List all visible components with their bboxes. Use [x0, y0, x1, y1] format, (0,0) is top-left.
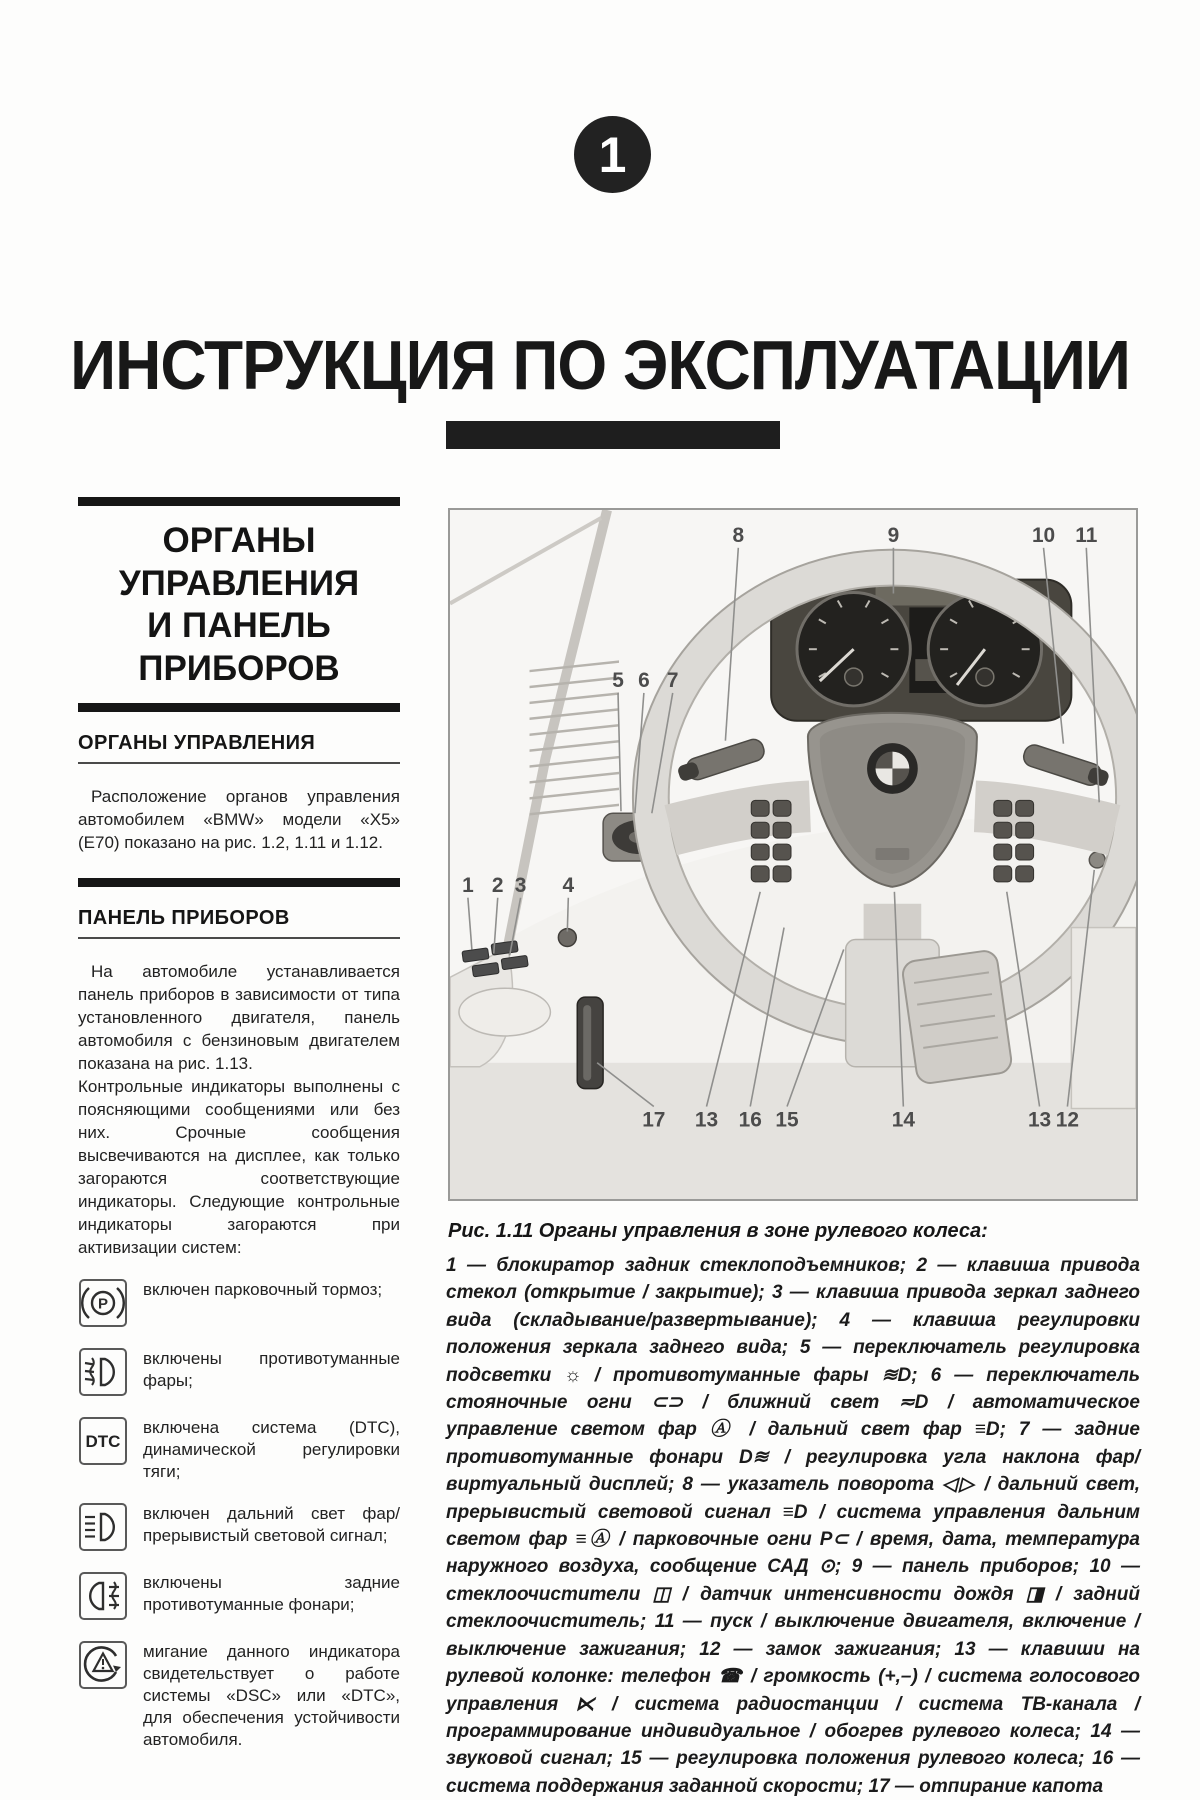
rear-fog-lights-indicator-icon	[78, 1571, 128, 1621]
parking-brake-indicator-icon	[78, 1278, 128, 1328]
left-column	[78, 497, 400, 1751]
indicator-item	[78, 1416, 400, 1483]
kick-panel	[1071, 928, 1136, 1109]
sidebar-heading-line: ПРИБОРОВ	[138, 649, 340, 689]
bmw-roundel	[866, 742, 920, 796]
divider-bar	[78, 497, 400, 506]
callout-label: 1	[462, 873, 474, 897]
svg-text:P: P	[97, 1295, 109, 1313]
controls-paragraph: Расположение органов управления автомобилем «BMW» модели «X5» (E70) показано на рис. 1.2, 1.11 и 1.12.	[78, 786, 400, 852]
indicator-item	[78, 1347, 400, 1397]
instrument-panel-paragraph-2: Контрольные индикаторы выполнены с поясняющими сообщениями или без них. Срочные сообщения высвечиваются на дисплее, как только загораются соответствующие индикаторы. Следующие контрольные индикаторы загораются при активизации систем:	[78, 1076, 400, 1257]
callout-label: 4	[562, 873, 575, 897]
callout-label: 5	[612, 668, 624, 692]
indicator-item	[78, 1502, 400, 1552]
indicator-item	[78, 1571, 400, 1621]
steering-wheel-illustration	[450, 510, 1136, 1199]
section-title-controls: ОРГАНЫ УПРАВЛЕНИЯ	[78, 731, 316, 754]
callout-label: 15	[775, 1108, 799, 1132]
figure-1-11	[448, 508, 1138, 1201]
figure-legend: 1 — блокиратор задник стеклоподъемников; 2 — клавиша привода стекол (открытие / закрытие); 3 — клавиша привода зеркал заднего вида (складывание/развертывание); 4 — клавиша регулировки положения зеркала заднего вида; 5 — переключатель регулировка подсветки ☼ / противотуманные фары ≋D; 6 — переключатель стояночные огни ⊂⊃ / ближний свет ≂D / автоматическое управление светом фар Ⓐ / дальний свет фар ≡D; 7 — задние противотуманные фонари D≋ / регулировка угла наклона фар/ виртуальный дисплей; 8 — указатель поворота ◁▷ / дальний свет, прерывистый световой сигнал ≡D / система управления дальним светом фар ≡Ⓐ / парковочные огни P⊂ / время, дата, температура наружного воздуха, сообщение САД ⊙; 9 — панель приборов; 10 — стеклоочистители ◫ / датчик интенсивности дождя ◨ / задний стеклоочиститель; 11 — пуск / выключение двигателя, включение / выключение зажигания; 12 — замок зажигания; 13 — клавиши на рулевой колонке: телефон ☎ / громкость (+,–) / система голосового управления ⋉ / система радиостанции / система ТВ-канала / программирование индивидуальное / обогрев рулевого колеса; 14 — звуковой сигнал; 15 — регулировка положения рулевого колеса; 16 — система поддержания заданной скорости; 17 — отпирание капота	[446, 1255, 1140, 1797]
door-handle	[459, 988, 550, 1036]
callout-label: 11	[1075, 523, 1098, 547]
figure-caption: Рис. 1.11 Органы управления в зоне рулевого колеса:	[448, 1220, 988, 1242]
instrument-panel-paragraph-1: На автомобиле устанавливается панель приборов в зависимости от типа установленного двигателя, панель автомобиля с бензиновым двигателем показана на рис. 1.13.	[78, 961, 400, 1073]
indicator-label: включены задние противотуманные фонари;	[143, 1572, 400, 1614]
callout-label: 7	[666, 668, 679, 692]
callout-label: 17	[642, 1108, 666, 1132]
sidebar-heading	[78, 520, 400, 691]
chapter-number-badge	[574, 116, 651, 193]
callout-label: 9	[887, 523, 900, 547]
section-title-instrument-panel: ПАНЕЛЬ ПРИБОРОВ	[78, 906, 290, 929]
front-fog-lights-indicator-icon	[78, 1347, 128, 1397]
sidebar-heading-line: И ПАНЕЛЬ	[147, 606, 331, 646]
dsc-indicator-icon	[78, 1640, 128, 1690]
callout-label: 12	[1055, 1108, 1080, 1132]
callout-label: 8	[732, 523, 745, 547]
callout-label: 10	[1031, 523, 1056, 547]
horn-area	[876, 848, 910, 860]
title-underline-bar	[446, 421, 780, 449]
brake-pedal	[901, 949, 1013, 1084]
divider-bar	[78, 878, 400, 887]
sidebar-heading-line: ОРГАНЫ	[162, 521, 316, 560]
page-title: ИНСТРУКЦИЯ ПО ЭКСПЛУАТАЦИИ	[70, 326, 1130, 404]
indicator-label: мигание данного индикатора свидетельствует о работе системы «DSC» или «DTC», для обеспечения устойчивости автомобиля.	[143, 1641, 400, 1749]
callout-label: 16	[738, 1108, 762, 1132]
ignition-lock	[1089, 852, 1105, 868]
callout-label: 13	[694, 1108, 719, 1132]
indicator-label: включен парковочный тормоз;	[143, 1279, 383, 1299]
callout-label: 2	[491, 873, 504, 897]
thin-rule	[78, 762, 400, 764]
chapter-number: 1	[598, 126, 627, 183]
indicator-item	[78, 1640, 400, 1751]
sidebar-heading-line: УПРАВЛЕНИЯ	[118, 563, 360, 603]
dtc-icon-text: DTC	[85, 1431, 121, 1451]
callout-label: 14	[891, 1108, 915, 1132]
dtc-indicator-icon	[78, 1416, 128, 1466]
callout-label: 3	[514, 873, 527, 897]
thin-rule	[78, 937, 400, 939]
callout-label: 13	[1027, 1108, 1052, 1132]
indicator-item	[78, 1278, 400, 1328]
divider-bar	[78, 703, 400, 712]
indicator-label: включен дальний свет фар/прерывистый световой сигнал;	[143, 1503, 400, 1545]
speedometer	[797, 593, 910, 706]
indicator-label: включены противотуманные фары;	[143, 1348, 400, 1390]
indicator-label: включена система (DTC), динамической регулировки тяги;	[143, 1417, 400, 1481]
callout-label: 6	[638, 668, 650, 692]
high-beam-indicator-icon	[78, 1502, 128, 1552]
